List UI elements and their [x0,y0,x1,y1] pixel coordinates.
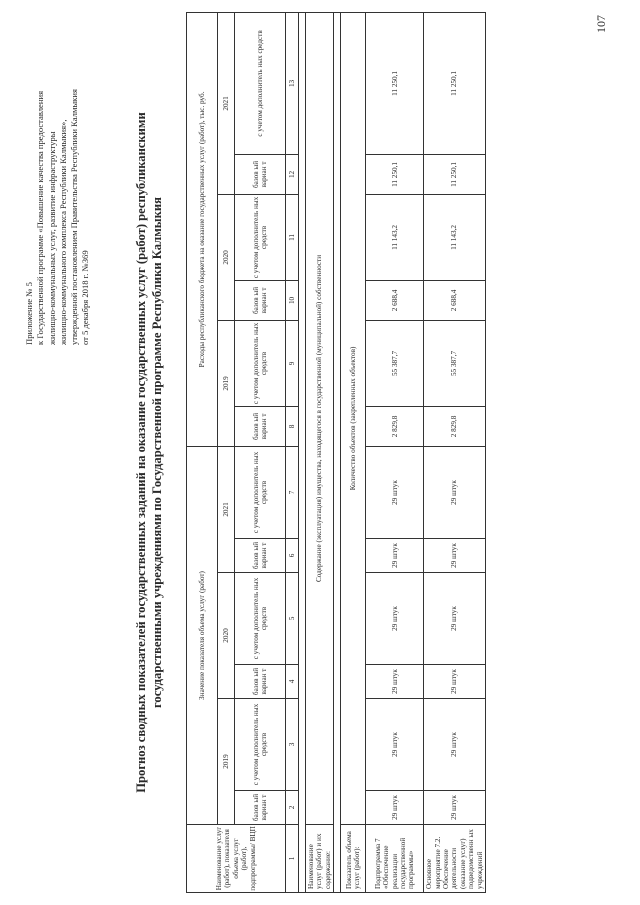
cell: 29 штук [366,573,424,665]
appendix-line: Приложение № 5 [24,282,34,345]
cell: 29 штук [366,791,424,825]
appendix-line: утвержденной постановлением Правительства Республики Калмыкия [69,89,80,345]
cell: 29 штук [424,573,486,665]
col-number: 12 [286,154,299,194]
header-budget-group: Расходы республиканского бюджета на оказание государственных услуг (работ), тыс. руб. [187,12,218,446]
row-name: Основное мероприятие 7.2. Обеспечение деятельности (оказание услуг) подведомственн ых учреждений [424,825,486,893]
indicators-table [186,12,486,893]
col-number: 6 [286,539,299,573]
cell: 11 250,1 [366,154,424,194]
header-base: базов ый вариан т [235,280,286,320]
cell: 2 829,8 [366,406,424,446]
header-year: 2021 [218,446,235,572]
header-base: базов ый вариан т [235,539,286,573]
cell: 55 387,7 [366,320,424,406]
col-number: 1 [286,825,299,893]
cell: 29 штук [424,791,486,825]
cell: 29 штук [424,539,486,573]
cell: 11 250,1 [366,12,424,154]
cell: 29 штук [366,446,424,538]
header-extra: с учетом дополнитель ных средств [235,573,286,665]
col-number: 9 [286,320,299,406]
cell: 29 штук [366,699,424,791]
row-name: Подпрограмма 7 «Обеспечение реализации государственной программы» [366,825,424,893]
table-row [424,12,486,892]
header-base: базов ый вариан т [235,791,286,825]
divider [334,12,341,892]
col-number: 8 [286,406,299,446]
header-year: 2020 [218,573,235,699]
col-number: 11 [286,194,299,280]
title-line-1: Прогноз сводных показателей государственных заданий на оказание государственных услуг (работ) республиканскими [134,112,148,793]
service-label: Наименование услуг (работ) и их содержание: [306,825,334,893]
cell: 55 387,7 [424,320,486,406]
page-number: 107 [594,15,608,33]
title-line-2: государственными учреждениями по Государственной программе Республики Калмыкия [150,197,164,708]
header-base: базов ый вариан т [235,406,286,446]
col-number: 2 [286,791,299,825]
service-value: Содержание (эксплуатация) имущества, находящегося в государственной (муниципальной) собственности [306,12,334,824]
divider [299,12,306,892]
table-row [366,12,424,892]
header-year: 2020 [218,194,235,320]
appendix-line: от 5 декабря 2018 г. №369 [80,250,91,345]
header-extra: с учетом дополнитель ных средств [235,194,286,280]
header-year: 2019 [218,699,235,825]
col-number: 4 [286,665,299,699]
col-number: 13 [286,12,299,154]
header-volume-group: Значение показателя объема услуг (работ) [187,446,218,824]
col-number: 10 [286,280,299,320]
col-number: 3 [286,699,299,791]
col-number: 7 [286,446,299,538]
appendix-line: к Государственной программе «Повышение качества предоставления [35,90,46,345]
document-title [133,0,165,905]
cell: 11 143,2 [424,194,486,280]
cell: 2 829,8 [424,406,486,446]
cell: 29 штук [424,665,486,699]
cell: 29 штук [424,446,486,538]
cell: 11 250,1 [424,12,486,154]
appendix-note [24,5,92,345]
header-base: базов ый вариан т [235,665,286,699]
header-extra: с учетом дополнитель ных средств [235,446,286,538]
appendix-line: жилищно-коммунального комплекса Республики Калмыкия», [57,119,68,345]
indicator-label: Показатель объема услуг (работ): [341,825,366,893]
cell: 2 688,4 [366,280,424,320]
appendix-line: жилищно-коммунальных услуг, развитие инфраструктуры [46,131,57,345]
header-extra: с учетом дополнитель ных средств [235,699,286,791]
header-year: 2019 [218,320,235,446]
cell: 2 688,4 [424,280,486,320]
indicator-value: Количество объектов (закрепленных объектов) [341,12,366,824]
cell: 11 143,2 [366,194,424,280]
header-extra: с учетом дополнитель ных средств [235,320,286,406]
cell: 11 250,1 [424,154,486,194]
col-number: 5 [286,573,299,665]
header-base: базов ый вариан т [235,154,286,194]
header-extra: с учетом дополнитель ных средств [235,12,286,154]
header-name: Наименование услуг (работ), показателя объема услуг (работ), подпрограммы/ ВЦП [187,825,286,893]
cell: 29 штук [424,699,486,791]
cell: 29 штук [366,539,424,573]
cell: 29 штук [366,665,424,699]
header-year: 2021 [218,12,235,194]
